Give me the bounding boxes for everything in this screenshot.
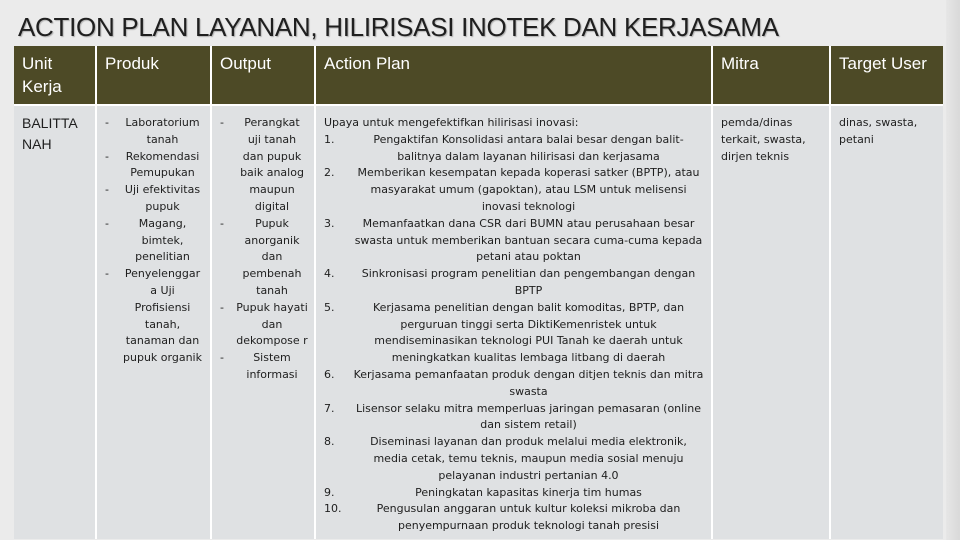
action-item-text: Memberikan kesempatan kepada koperasi satker (BPTP), atau masyarakat umum (gapoktan), atau LSM untuk melisensi inovasi teknologi — [357, 166, 700, 213]
dash-marker: - — [220, 300, 224, 314]
list-item — [324, 300, 705, 367]
list-item — [105, 149, 204, 183]
action-item-text: Diseminasi layanan dan produk melalui media elektronik, media cetak, temu teknis, maupun media sosial menuju pelayanan industri pertanian 4.0 — [370, 435, 687, 482]
list-item — [220, 216, 308, 300]
number-marker: 7. — [324, 401, 335, 415]
action-plan-intro: Upaya untuk mengefektifkan hilirisasi inovasi: — [324, 116, 579, 129]
list-item — [324, 401, 705, 435]
list-item — [324, 165, 705, 215]
action-plan-list — [324, 132, 705, 535]
action-item-text: Kerjasama penelitian dengan balit komoditas, BPTP, dan perguruan tinggi serta DiktiKemenristek untuk mendiseminasikan teknologi PUI Tanah ke daerah untuk meningkatkan kualitas lembaga litbang di daerah — [372, 300, 685, 365]
number-marker: 5. — [324, 300, 335, 314]
action-item-text: Kerjasama pemanfaatan produk dengan ditjen teknis dan mitra swasta — [353, 367, 704, 398]
list-item — [324, 501, 705, 535]
background-stripe — [946, 0, 960, 540]
dash-marker: - — [105, 183, 109, 197]
output-item-text: Pupuk hayati dan dekompose r — [236, 300, 308, 348]
action-item-text: Peningkatan kapasitas kinerja tim humas — [415, 485, 642, 499]
dash-marker: - — [220, 216, 224, 230]
header-output: Output — [211, 46, 315, 105]
dash-marker: - — [105, 216, 109, 230]
number-marker: 2. — [324, 166, 335, 180]
list-item — [220, 300, 308, 350]
slide-title: ACTION PLAN LAYANAN, HILIRISASI INOTEK DAN KERJASAMA — [18, 12, 779, 42]
produk-item-text: Laboratorium tanah — [125, 116, 200, 146]
cell-target-user: dinas, swasta, petani — [830, 105, 943, 539]
cell-produk — [96, 105, 211, 539]
action-item-text: Pengaktifan Konsolidasi antara balai besar dengan balit-balitnya dalam layanan hilirisasi dan kerjasama — [373, 132, 684, 163]
list-item — [220, 350, 308, 384]
dash-marker: - — [105, 116, 109, 129]
list-item — [324, 216, 705, 266]
produk-list — [105, 115, 204, 367]
list-item — [324, 367, 705, 401]
cell-unit-kerja: BALITTA NAH — [14, 105, 96, 539]
action-item-text: Lisensor selaku mitra memperluas jaringan pemasaran (online dan sistem retail) — [355, 401, 702, 432]
produk-item-text: Penyelenggar a Uji Profisiensi tanah, tanaman dan pupuk organik — [123, 267, 202, 365]
table-row — [14, 105, 943, 539]
list-item — [324, 132, 705, 166]
header-produk: Produk — [96, 46, 211, 105]
output-item-text: Pupuk anorganik dan pembenah tanah — [242, 216, 302, 297]
action-item-text: Memanfaatkan dana CSR dari BUMN atau perusahaan besar swasta untuk memberikan bantuan secara cuma-cuma kepada petani atau poktan — [354, 216, 703, 264]
cell-mitra: pemda/dinas terkait, swasta, dirjen teknis — [712, 105, 830, 539]
produk-item-text: Magang, bimtek, penelitian — [135, 216, 190, 264]
list-item — [105, 216, 204, 266]
header-action-plan: Action Plan — [315, 46, 712, 105]
list-item — [324, 266, 705, 300]
list-item — [324, 434, 705, 484]
list-item — [220, 115, 308, 216]
dash-marker: - — [220, 116, 224, 129]
list-item — [105, 182, 204, 216]
list-item — [105, 266, 204, 367]
list-item — [324, 485, 705, 502]
dash-marker: - — [220, 351, 224, 365]
header-unit-kerja: Unit Kerja — [14, 46, 96, 105]
output-item-text: Perangkat uji tanah dan pupuk baik analog maupun digital — [240, 116, 304, 213]
output-item-text: Sistem informasi — [246, 351, 298, 381]
number-marker: 3. — [324, 216, 335, 230]
number-marker: 1. — [324, 132, 335, 146]
number-marker: 8. — [324, 435, 335, 449]
dash-marker: - — [105, 267, 109, 281]
action-plan-table — [14, 46, 943, 539]
header-target-user: Target User — [830, 46, 943, 105]
number-marker: 9. — [324, 485, 335, 499]
produk-item-text: Rekomendasi Pemupukan — [125, 149, 200, 180]
header-mitra: Mitra — [712, 46, 830, 105]
cell-action-plan — [315, 105, 712, 539]
number-marker: 10. — [324, 502, 342, 516]
action-item-text: Sinkronisasi program penelitian dan pengembangan dengan BPTP — [361, 267, 696, 297]
number-marker: 6. — [324, 367, 335, 381]
dash-marker: - — [105, 149, 109, 163]
output-list — [220, 115, 308, 384]
list-item — [105, 115, 204, 149]
action-item-text: Pengusulan anggaran untuk kultur koleksi mikroba dan penyempurnaan produk teknologi tanah presisi — [376, 502, 681, 533]
number-marker: 4. — [324, 267, 335, 281]
table-header-row — [14, 46, 943, 105]
produk-item-text: Uji efektivitas pupuk — [124, 183, 201, 213]
cell-output — [211, 105, 315, 539]
